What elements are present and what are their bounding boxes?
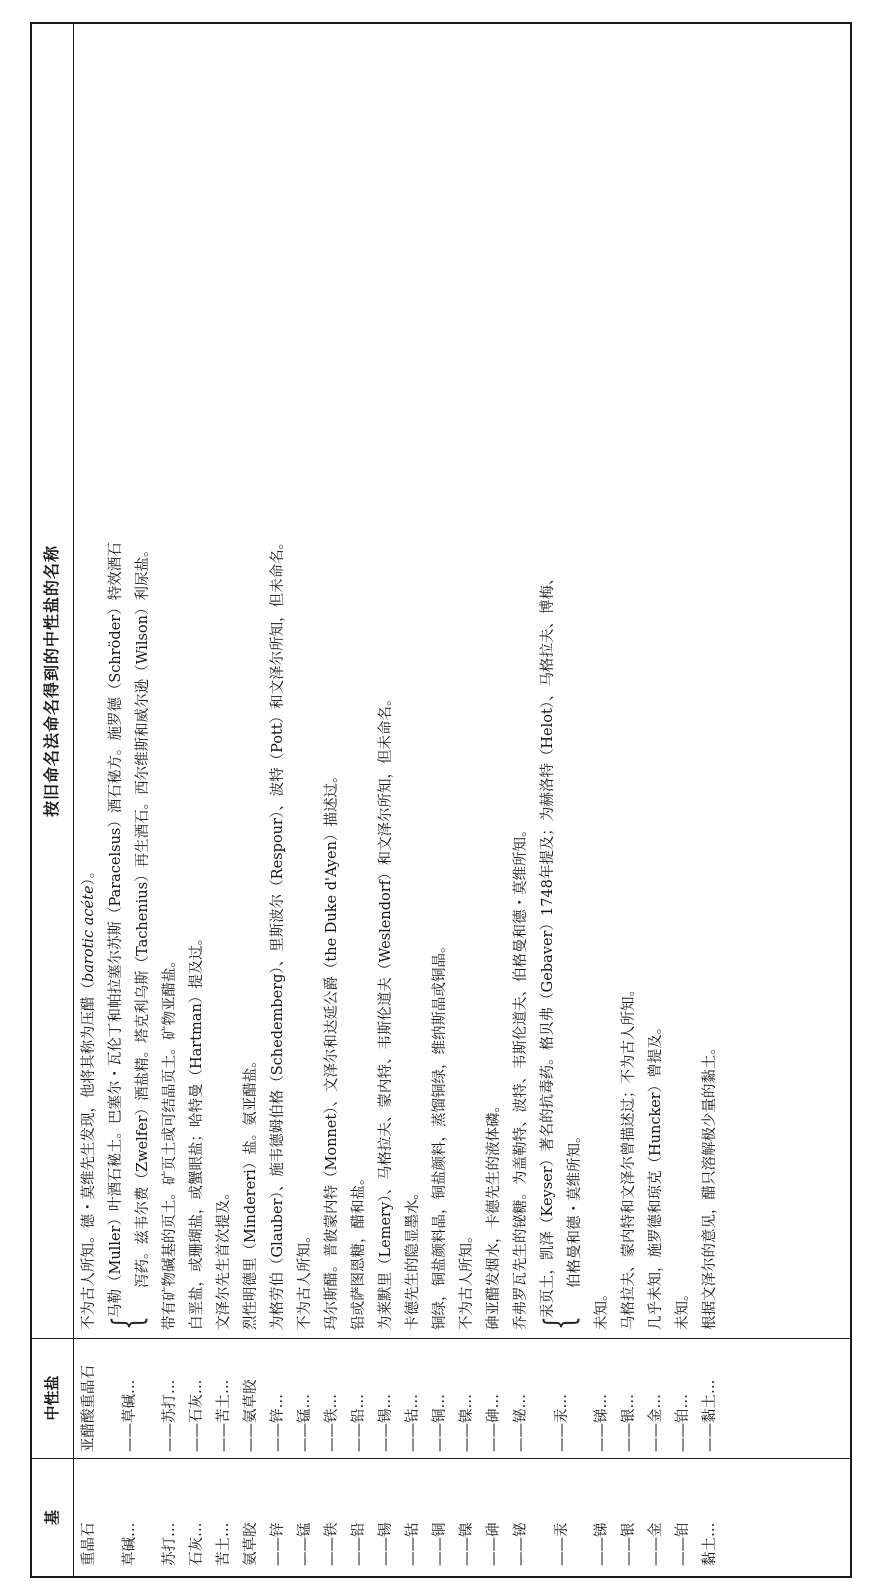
- description-cell: 烈性明德里（Mindereri）盐。氨亚醋盐。: [243, 1053, 259, 1330]
- base-cell: ——镍: [459, 1522, 475, 1566]
- base-cell: 重晶石: [81, 1522, 97, 1566]
- neutral-salt-cell: ——砷…: [486, 1394, 502, 1452]
- description-cell: 不为古人所知。: [459, 1228, 475, 1330]
- base-cell: 黏土…: [702, 1522, 718, 1566]
- description-cell: 文泽尔先生首次提及。: [216, 1185, 232, 1330]
- base-column: [74, 1458, 850, 1576]
- neutral-salt-cell: ——草碱…: [122, 1379, 138, 1452]
- description-cell: [103, 36, 157, 1330]
- header-neutral-salt: 中性盐: [32, 1338, 74, 1458]
- base-cell: 氨草胶: [243, 1522, 259, 1566]
- neutral-salt-cell: ——苦土…: [216, 1379, 232, 1452]
- base-cell: ——金: [648, 1522, 664, 1566]
- neutral-salt-cell: ——石灰…: [189, 1379, 205, 1452]
- description-cell: 不为古人所知。: [297, 1228, 313, 1330]
- description-cell: 卡德先生的隐显墨水。: [405, 1185, 421, 1330]
- neutral-salt-cell: ——锰…: [297, 1394, 313, 1452]
- description-cell: 玛尔斯醋。普彼蒙内特（Monnet）、文泽尔和达延公爵（the Duke d'Ayen）描述过。: [324, 768, 340, 1330]
- neutral-salt-column: [74, 1338, 850, 1458]
- description-cell: [535, 36, 589, 1330]
- description-cell: 未知。: [675, 1286, 691, 1330]
- description-cell: 带有矿物碱基的页土。矿页土或可结晶页土。矿物亚醋盐。: [162, 953, 178, 1330]
- base-cell: ——铅: [351, 1522, 367, 1566]
- neutral-salt-cell: ——铂…: [675, 1394, 691, 1452]
- right-column: [32, 24, 850, 1338]
- neutral-salt-cell: ——金…: [648, 1394, 664, 1452]
- base-cell: ——铜: [432, 1522, 448, 1566]
- description-cell: 马格拉夫、蒙内特和文泽尔曾描述过；不为古人所知。: [621, 982, 637, 1330]
- description-cell: 铅或萨图恩糖，醋和盐。: [351, 1170, 367, 1330]
- neutral-salt-cell: ——锌…: [270, 1394, 286, 1452]
- neutral-salt-cell: ——钴…: [405, 1394, 421, 1452]
- brace-mark: {: [537, 1316, 583, 1330]
- header-base: 基: [32, 1458, 74, 1576]
- description-cell: 乔弗罗瓦先生的铋糖。为盖勒特、波特、韦斯伦道夫、伯格曼和德・莫维所知。: [513, 822, 529, 1330]
- base-cell: ——钴: [405, 1522, 421, 1566]
- base-cell: 苏打…: [162, 1522, 178, 1566]
- base-cell: ——锰: [297, 1522, 313, 1566]
- neutral-salt-cell: ——汞…: [554, 1394, 570, 1452]
- base-cell: ——砷: [486, 1522, 502, 1566]
- neutral-salt-cell: ——黏土…: [702, 1379, 718, 1452]
- base-cell: 苦土…: [216, 1522, 232, 1566]
- description-line: 伯格曼和德・莫维所知。: [567, 1128, 583, 1288]
- base-cell: 草碱…: [122, 1522, 138, 1566]
- description-cell: 砷亚醋发烟水，卡德先生的液体磷。: [486, 1098, 502, 1330]
- description-cell: 未知。: [594, 1286, 610, 1330]
- base-cell: ——汞: [554, 1522, 570, 1566]
- old-names-column: [74, 24, 850, 1338]
- neutral-salt-cell: 亚醋酸重晶石: [81, 1365, 97, 1452]
- neutral-salt-cell: ——铜…: [432, 1394, 448, 1452]
- neutral-salt-cell: ——锑…: [594, 1394, 610, 1452]
- base-cell: ——锌: [270, 1522, 286, 1566]
- base-cell: ——锡: [378, 1522, 394, 1566]
- base-cell: ——银: [621, 1522, 637, 1566]
- header-old-names: 按旧命名法命名得到的中性盐的名称: [32, 24, 74, 1338]
- neutral-salt-cell: ——铋…: [513, 1394, 529, 1452]
- neutral-salt-cell: ——铁…: [324, 1394, 340, 1452]
- description-cell: 根据文泽尔的意见，醋只溶解极少量的黏土。: [702, 1040, 718, 1330]
- description-line: 泻药。兹韦尔费（Zwelfer）酒盐精。塔克利乌斯（Tachenius）再生酒石。西尔维斯和威尔逊（Wilson）利尿盐。: [135, 542, 151, 1288]
- neutral-salts-table: [30, 22, 852, 1578]
- neutral-salt-cell: ——锡…: [378, 1394, 394, 1452]
- description-cell: 为莱默里（Lemery）、马格拉夫、蒙内特、韦斯伦道夫（Weslendorf）和文泽尔所知，但未命名。: [378, 691, 394, 1330]
- base-cell: ——铁: [324, 1522, 340, 1566]
- base-cell: ——锑: [594, 1522, 610, 1566]
- neutral-salt-cell: ——铅…: [351, 1394, 367, 1452]
- left-columns: [32, 1338, 850, 1576]
- neutral-salt-cell: ——镍…: [459, 1394, 475, 1452]
- base-cell: ——铂: [675, 1522, 691, 1566]
- description-cell: 不为古人所知。德・莫维先生发现，他将其称为压醋（barotic acéte）。: [81, 863, 97, 1330]
- neutral-salt-cell: ——氨草胶: [243, 1379, 259, 1452]
- base-cell: ——铋: [513, 1522, 529, 1566]
- brace-mark: {: [105, 1316, 151, 1330]
- description-line: 马勒（Muller）叶酒石秘土。巴塞尔・瓦伦丁和帕拉塞尔苏斯（Paracelsus）酒石秘方。施罗德（Schröder）特效酒石: [108, 542, 124, 1318]
- base-cell: 石灰…: [189, 1522, 205, 1566]
- description-cell: 几乎未知，施罗德和琼克（Huncker）曾提及。: [648, 1019, 664, 1330]
- description-cell: 铜绿，铜盐颜料晶，铜盐颜料，蒸馏铜绿，维纳斯晶或铜晶。: [432, 938, 448, 1330]
- description-cell: 为格劳伯（Glauber）、施韦德姆伯格（Schedemberg）、里斯波尔（Respour）、波特（Pott）和文泽尔所知，但未命名。: [270, 534, 286, 1330]
- description-line: 汞页土，凯泽（Keyser）著名的抗毒药。格贝弗（Gebaver）1748年提及；为赫洛特（Helot）、马格拉夫、博梅、: [540, 570, 556, 1318]
- description-cell: 白垩盐，或珊瑚盐，或蟹眼盐；哈特曼（Hartman）提及过。: [189, 930, 205, 1330]
- neutral-salt-cell: ——苏打…: [162, 1379, 178, 1452]
- neutral-salt-cell: ——银…: [621, 1394, 637, 1452]
